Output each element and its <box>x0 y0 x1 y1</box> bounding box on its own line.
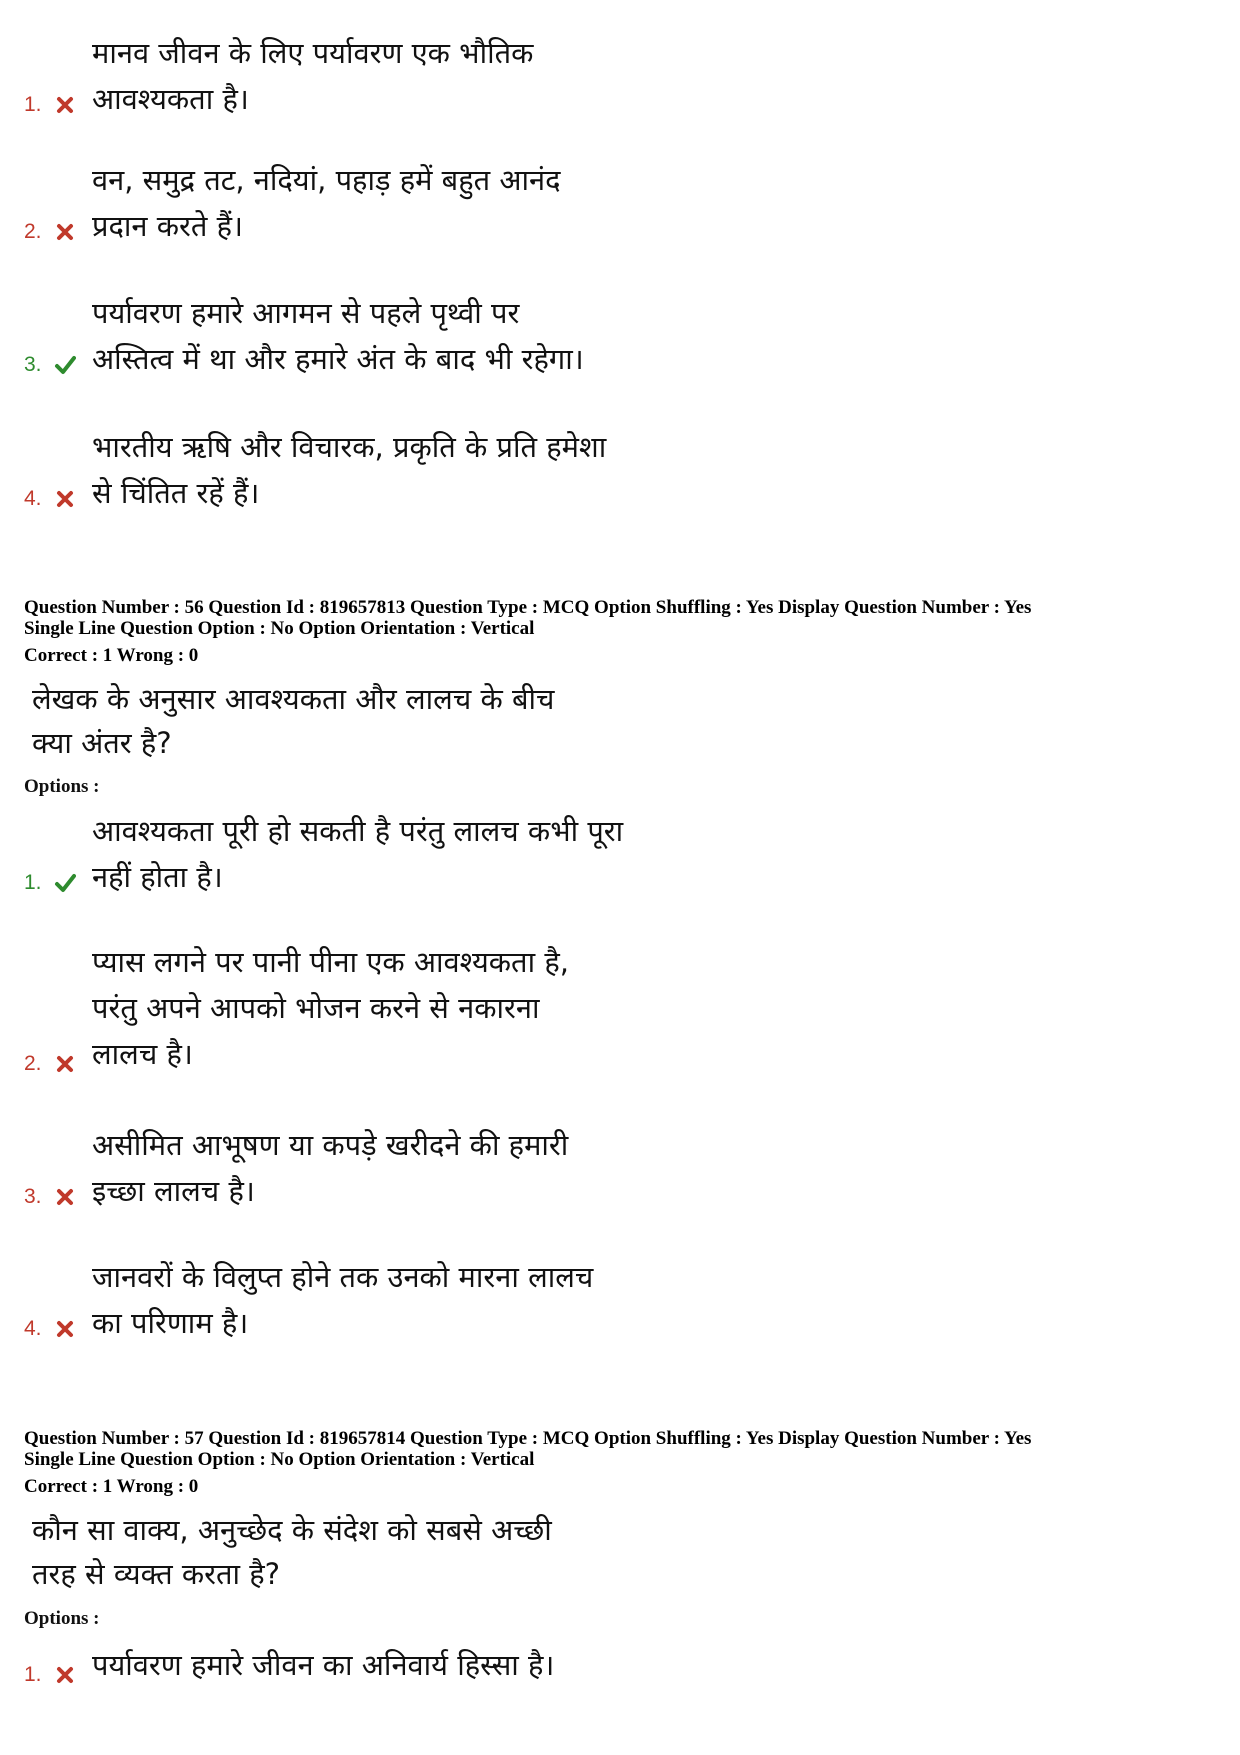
options-label: Options : <box>24 1608 100 1629</box>
option-text-line: असीमित आभूषण या कपड़े खरीदने की हमारी <box>92 1128 569 1162</box>
option-text-line: का परिणाम है। <box>92 1306 249 1340</box>
cross-icon <box>54 1664 76 1686</box>
option-text-line: पर्यावरण हमारे आगमन से पहले पृथ्वी पर <box>92 296 520 330</box>
question-56-meta <box>24 597 1031 666</box>
option-text-line: आवश्यकता है। <box>92 82 249 116</box>
prev-option-2[interactable] <box>24 157 784 245</box>
option-number: 1. <box>24 1663 42 1686</box>
option-text-line: प्यास लगने पर पानी पीना एक आवश्यकता है, <box>92 945 569 979</box>
cross-icon <box>54 488 76 510</box>
option-number: 3. <box>24 353 42 376</box>
option-number: 4. <box>24 487 42 510</box>
q56-option-3[interactable] <box>24 1122 784 1210</box>
meta-line-3: Correct : 1 Wrong : 0 <box>24 645 199 666</box>
option-text-line: भारतीय ऋषि और विचारक, प्रकृति के प्रति हमेशा <box>92 430 607 464</box>
question-57-meta <box>24 1428 1031 1497</box>
option-number: 4. <box>24 1317 42 1340</box>
option-number: 2. <box>24 1052 42 1075</box>
check-icon <box>54 354 76 376</box>
q56-option-4[interactable] <box>24 1254 784 1342</box>
option-number: 1. <box>24 871 42 894</box>
option-text-line: मानव जीवन के लिए पर्यावरण एक भौतिक <box>92 36 534 70</box>
option-text-line: से चिंतित रहें हैं। <box>92 476 260 510</box>
option-text-line: लालच है। <box>92 1037 193 1071</box>
option-number: 2. <box>24 220 42 243</box>
question-text-line: कौन सा वाक्य, अनुच्छेद के संदेश को सबसे अच्छी <box>32 1513 552 1547</box>
options-label: Options : <box>24 776 100 797</box>
option-text-line: प्रदान करते हैं। <box>92 209 243 243</box>
option-number: 1. <box>24 93 42 116</box>
meta-line-1: Question Number : 56 Question Id : 819657813 Question Type : MCQ Option Shuffling : Yes Display Question Number : Yes <box>24 597 1032 618</box>
cross-icon <box>54 221 76 243</box>
option-number: 3. <box>24 1185 42 1208</box>
question-text-line: क्या अंतर है? <box>32 726 172 760</box>
cross-icon <box>54 1053 76 1075</box>
meta-line-3: Correct : 1 Wrong : 0 <box>24 1476 199 1497</box>
check-icon <box>54 872 76 894</box>
option-text-line: इच्छा लालच है। <box>92 1174 255 1208</box>
option-text-line: जानवरों के विलुप्त होने तक उनको मारना लालच <box>92 1260 594 1294</box>
prev-option-1[interactable] <box>24 30 784 118</box>
q57-option-1[interactable] <box>24 1642 784 1688</box>
option-text-line: आवश्यकता पूरी हो सकती है परंतु लालच कभी पूरा <box>92 814 624 848</box>
option-text-line: परंतु अपने आपको भोजन करने से नकारना <box>92 991 540 1025</box>
meta-line-1: Question Number : 57 Question Id : 819657814 Question Type : MCQ Option Shuffling : Yes Display Question Number : Yes <box>24 1428 1032 1449</box>
question-56-text <box>32 677 554 765</box>
meta-line-2: Single Line Question Option : No Option Orientation : Vertical <box>24 1449 535 1470</box>
option-text-line: वन, समुद्र तट, नदियां, पहाड़ हमें बहुत आनंद <box>92 163 561 197</box>
prev-option-4[interactable] <box>24 424 784 512</box>
question-57-text <box>32 1508 552 1596</box>
cross-icon <box>54 1318 76 1340</box>
meta-line-2: Single Line Question Option : No Option Orientation : Vertical <box>24 618 535 639</box>
question-text-line: तरह से व्यक्त करता है? <box>32 1557 281 1591</box>
question-text-line: लेखक के अनुसार आवश्यकता और लालच के बीच <box>32 682 555 716</box>
option-text-line: नहीं होता है। <box>92 860 223 894</box>
option-text-line: पर्यावरण हमारे जीवन का अनिवार्य हिस्सा है। <box>92 1648 555 1682</box>
cross-icon <box>54 94 76 116</box>
option-text-line: अस्तित्व में था और हमारे अंत के बाद भी रहेगा। <box>92 342 584 376</box>
cross-icon <box>54 1186 76 1208</box>
q56-option-1[interactable] <box>24 808 784 896</box>
q56-option-2[interactable] <box>24 939 784 1077</box>
prev-option-3[interactable] <box>24 290 784 378</box>
